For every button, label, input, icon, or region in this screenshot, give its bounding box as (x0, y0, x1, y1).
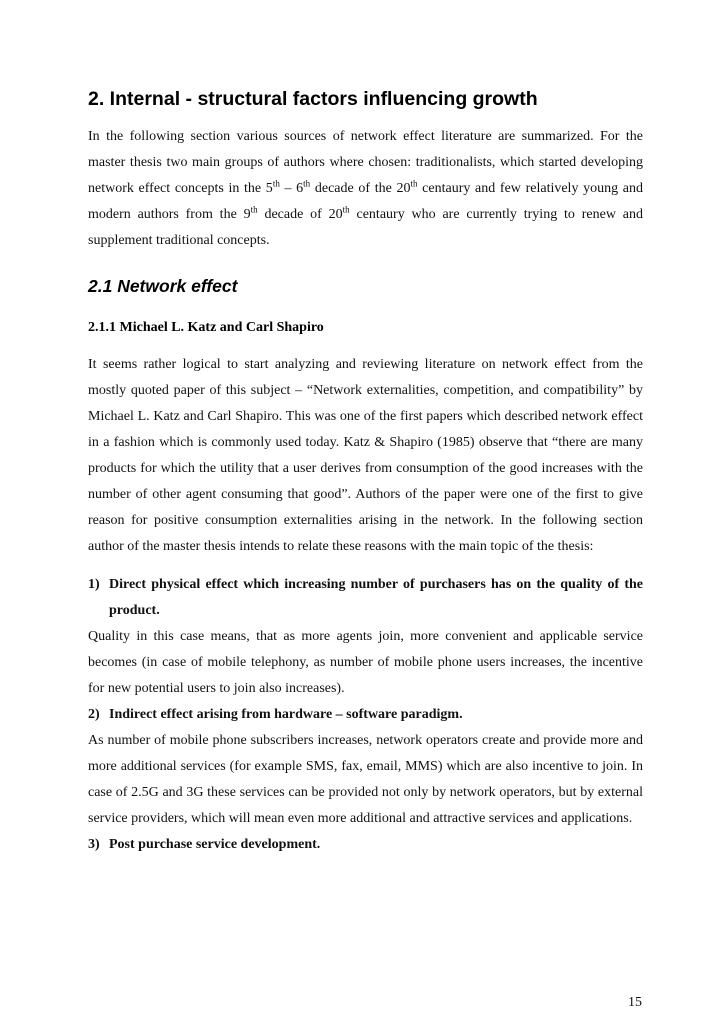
list-item-number: 3) (88, 837, 100, 852)
intro-sup-1: th (272, 178, 280, 189)
list-item (88, 572, 643, 624)
reasons-list (88, 572, 643, 858)
list-item-number: 1) (88, 577, 100, 592)
intro-sup-3: th (410, 178, 418, 189)
intro-text-1: In the following section various sources of network effect literature are summarized. For the master thesis two main groups of authors where chosen: traditionalists, which started developing network effect concepts in the 5 (88, 129, 643, 196)
intro-text-4: centaury and few relatively young and modern authors from the 9 (88, 181, 644, 222)
list-item-number: 2) (88, 707, 100, 722)
intro-sup-5: th (342, 204, 350, 215)
intro-text-2: – 6 (279, 181, 304, 196)
intro-sup-4: th (250, 204, 258, 215)
page-content (88, 86, 643, 858)
intro-text-3: decade of the 20 (310, 181, 411, 196)
intro-text-6: centaury who are currently trying to renew and supplement traditional concepts. (88, 207, 643, 248)
intro-paragraph (88, 124, 643, 254)
list-item-title: Indirect effect arising from hardware – software paradigm. (109, 707, 463, 722)
list-item-title: Direct physical effect which increasing number of purchasers has on the quality of the product. (109, 577, 643, 618)
list-item (88, 702, 643, 728)
page-number: 15 (628, 995, 642, 1010)
list-item-body: Quality in this case means, that as more agents join, more convenient and applicable service becomes (in case of mobile telephony, as number of mobile phone users increases, the incentive for new potential users to join also increases). (88, 629, 643, 696)
katz-paragraph: It seems rather logical to start analyzing and reviewing literature on network effect from the mostly quoted paper of this subject – “Network externalities, competition, and compatibility” by Michael L. Katz and Carl Shapiro. This was one of the first papers which described network effect in a fashion which is commonly used today. Katz & Shapiro (1985) observe that “there are many products for which the utility that a user derives from consumption of the good increases with the number of other agent consuming that good”. Authors of the paper were one of the first to give reason for positive consumption externalities arising in the network. In the following section author of the master thesis intends to relate these reasons with the main topic of the thesis: (88, 357, 643, 554)
intro-sup-2: th (303, 178, 311, 189)
subsubsection-heading: 2.1.1 Michael L. Katz and Carl Shapiro (88, 320, 324, 335)
subsection-heading: 2.1 Network effect (88, 276, 238, 296)
intro-text-5: decade of 20 (257, 207, 343, 222)
list-item-body: As number of mobile phone subscribers increases, network operators create and provide more and more additional services (for example SMS, fax, email, MMS) which are also incentive to join. In case of 2.5G and 3G these services can be provided not only by network operators, but by external service providers, which will mean even more additional and attractive services and applications. (88, 733, 643, 826)
section-heading: 2. Internal - structural factors influencing growth (88, 88, 538, 110)
list-item-title: Post purchase service development. (109, 837, 321, 852)
list-item (88, 832, 643, 858)
